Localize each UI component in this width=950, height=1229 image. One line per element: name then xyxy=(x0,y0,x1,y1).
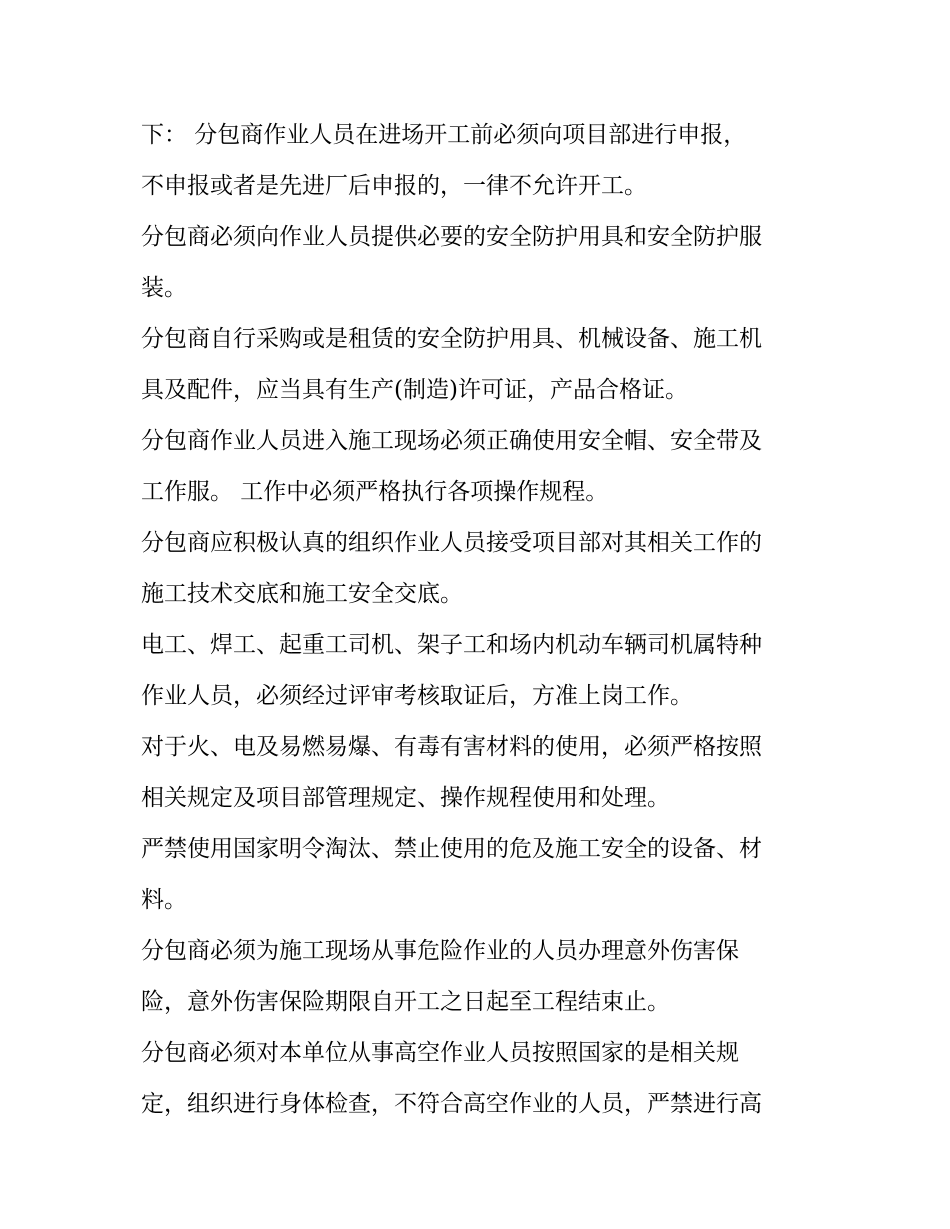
text-line: 作业人员，必须经过评审考核取证后，方准上岗工作。 xyxy=(141,683,693,709)
body-text xyxy=(141,110,821,1130)
text-line: 工作服。 工作中必须严格执行各项操作规程。 xyxy=(141,479,609,505)
text-line: 分包商必须对本单位从事高空作业人员按照国家的是相关规 xyxy=(141,1040,739,1066)
text-line: 电工、焊工、起重工司机、架子工和场内机动车辆司机属特种 xyxy=(141,632,762,658)
text-line: 下： 分包商作业人员在进场开工前必须向项目部进行申报， xyxy=(141,122,747,148)
text-line: 分包商必须为施工现场从事危险作业的人员办理意外伤害保 xyxy=(141,938,739,964)
text-line: 对于火、电及易燃易爆、有毒有害材料的使用，必须严格按照 xyxy=(141,734,762,760)
text-line: 分包商自行采购或是租赁的安全防护用具、机械设备、施工机 xyxy=(141,326,762,352)
text-line: 险，意外伤害保险期限自开工之日起至工程结束止。 xyxy=(141,989,670,1015)
text-line: 相关规定及项目部管理规定、操作规程使用和处理。 xyxy=(141,785,670,811)
text-line: 装。 xyxy=(141,275,187,301)
text-line: 分包商应积极认真的组织作业人员接受项目部对其相关工作的 xyxy=(141,530,762,556)
text-line: 施工技术交底和施工安全交底。 xyxy=(141,581,463,607)
text-line: 定，组织进行身体检查，不符合高空作业的人员，严禁进行高 xyxy=(141,1091,762,1117)
text-line: 分包商必须向作业人员提供必要的安全防护用具和安全防护服 xyxy=(141,224,762,250)
text-line: 分包商作业人员进入施工现场必须正确使用安全帽、安全带及 xyxy=(141,428,762,454)
text-line: 料。 xyxy=(141,887,187,913)
text-line: 不申报或者是先进厂后申报的，一律不允许开工。 xyxy=(141,173,647,199)
text-line: 具及配件，应当具有生产(制造)许可证，产品合格证。 xyxy=(141,377,688,403)
text-line: 严禁使用国家明令淘汰、禁止使用的危及施工安全的设备、材 xyxy=(141,836,762,862)
